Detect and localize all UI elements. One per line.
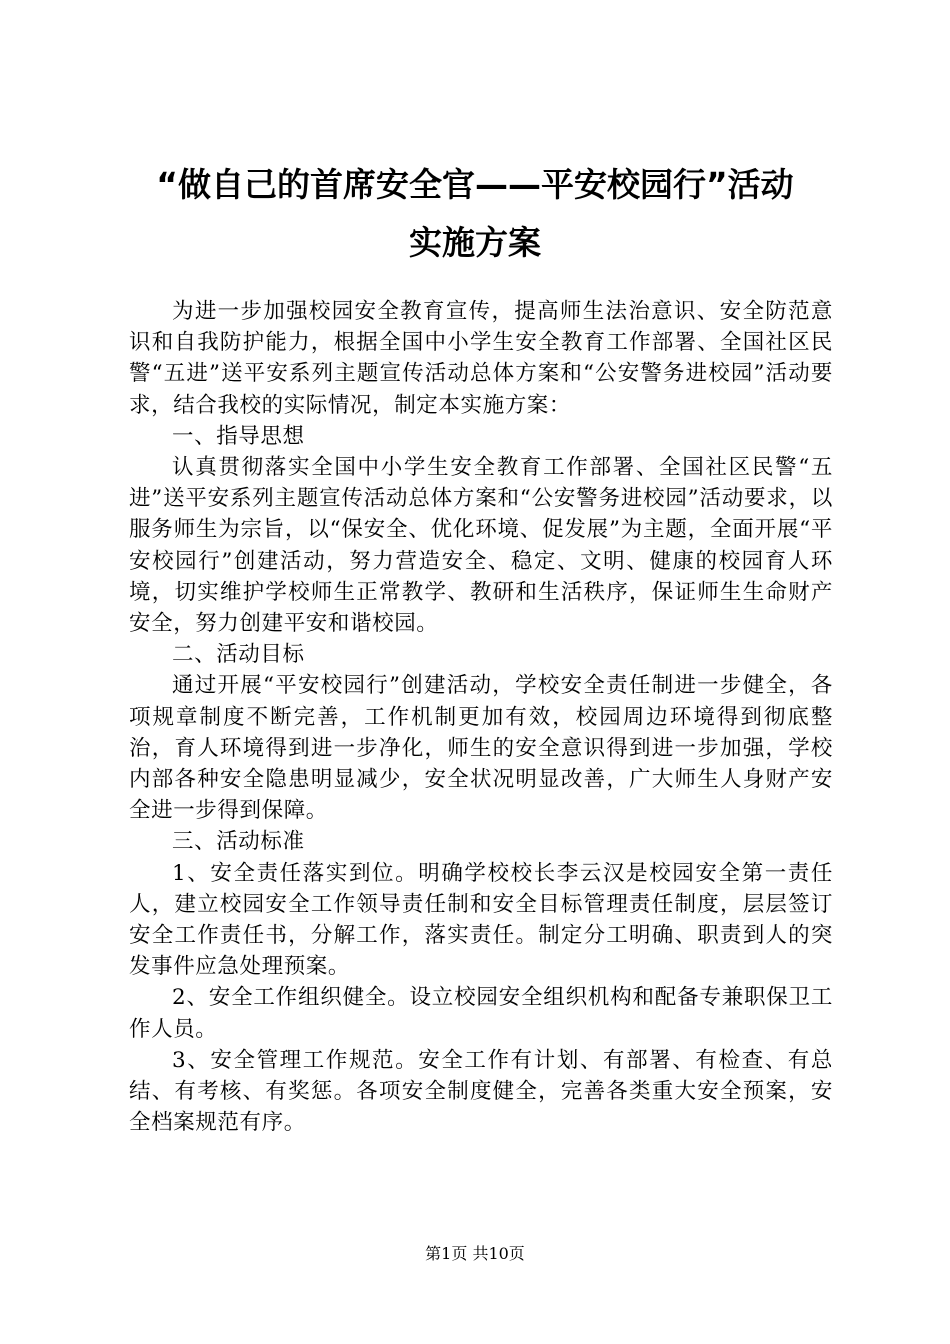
standard-item-3: 3、安全管理工作规范。安全工作有计划、有部署、有检查、有总结、有考核、有奖惩。各项安全制度健全，完善各类重大安全预案，安全档案规范有序。 (129, 1047, 833, 1136)
standard-item-1: 1、安全责任落实到位。明确学校校长李云汉是校园安全第一责任人，建立校园安全工作领导责任制和安全目标管理责任制度，层层签订安全工作责任书，分解工作，落实责任。制定分工明确、职责到人的突发事件应急处理预案。 (129, 860, 833, 980)
section-heading-guiding-ideology: 一、指导思想 (172, 423, 305, 449)
intro-paragraph: 为进一步加强校园安全教育宣传，提高师生法治意识、安全防范意识和自我防护能力，根据全国中小学生安全教育工作部署、全国社区民警“五进”送平安系列主题宣传活动总体方案和“公安警务进校园”活动要求，结合我校的实际情况，制定本实施方案： (129, 299, 833, 418)
guiding-ideology-paragraph: 认真贯彻落实全国中小学生安全教育工作部署、全国社区民警“五进”送平安系列主题宣传活动总体方案和“公安警务进校园”活动要求，以服务师生为宗旨，以“保安全、优化环境、促发展”为主题，全面开展“平安校园行”创建活动，努力营造安全、稳定、文明、健康的校园育人环境，切实维护学校师生正常教学、教研和生活秩序，保证师生生命财产安全，努力创建平安和谐校园。 (129, 455, 833, 637)
document-body (129, 296, 833, 1138)
document-title-line-2: 实施方案 (409, 223, 541, 262)
activity-goals-paragraph: 通过开展“平安校园行”创建活动，学校安全责任制进一步健全，各项规章制度不断完善，工作机制更加有效，校园周边环境得到彻底整治，育人环境得到进一步净化，师生的安全意识得到进一步加强，学校内部各种安全隐患明显减少，安全状况明显改善，广大师生人身财产安全进一步得到保障。 (129, 673, 833, 824)
standard-item-2: 2、安全工作组织健全。设立校园安全组织机构和配备专兼职保卫工作人员。 (129, 985, 833, 1042)
document-title-line-1: “做自己的首席安全官——平安校园行”活动 (156, 165, 794, 204)
section-heading-activity-standards: 三、活动标准 (172, 829, 305, 855)
page-number-footer: 第1页 共10页 (425, 1244, 525, 1263)
section-heading-activity-goals: 二、活动目标 (172, 642, 305, 668)
